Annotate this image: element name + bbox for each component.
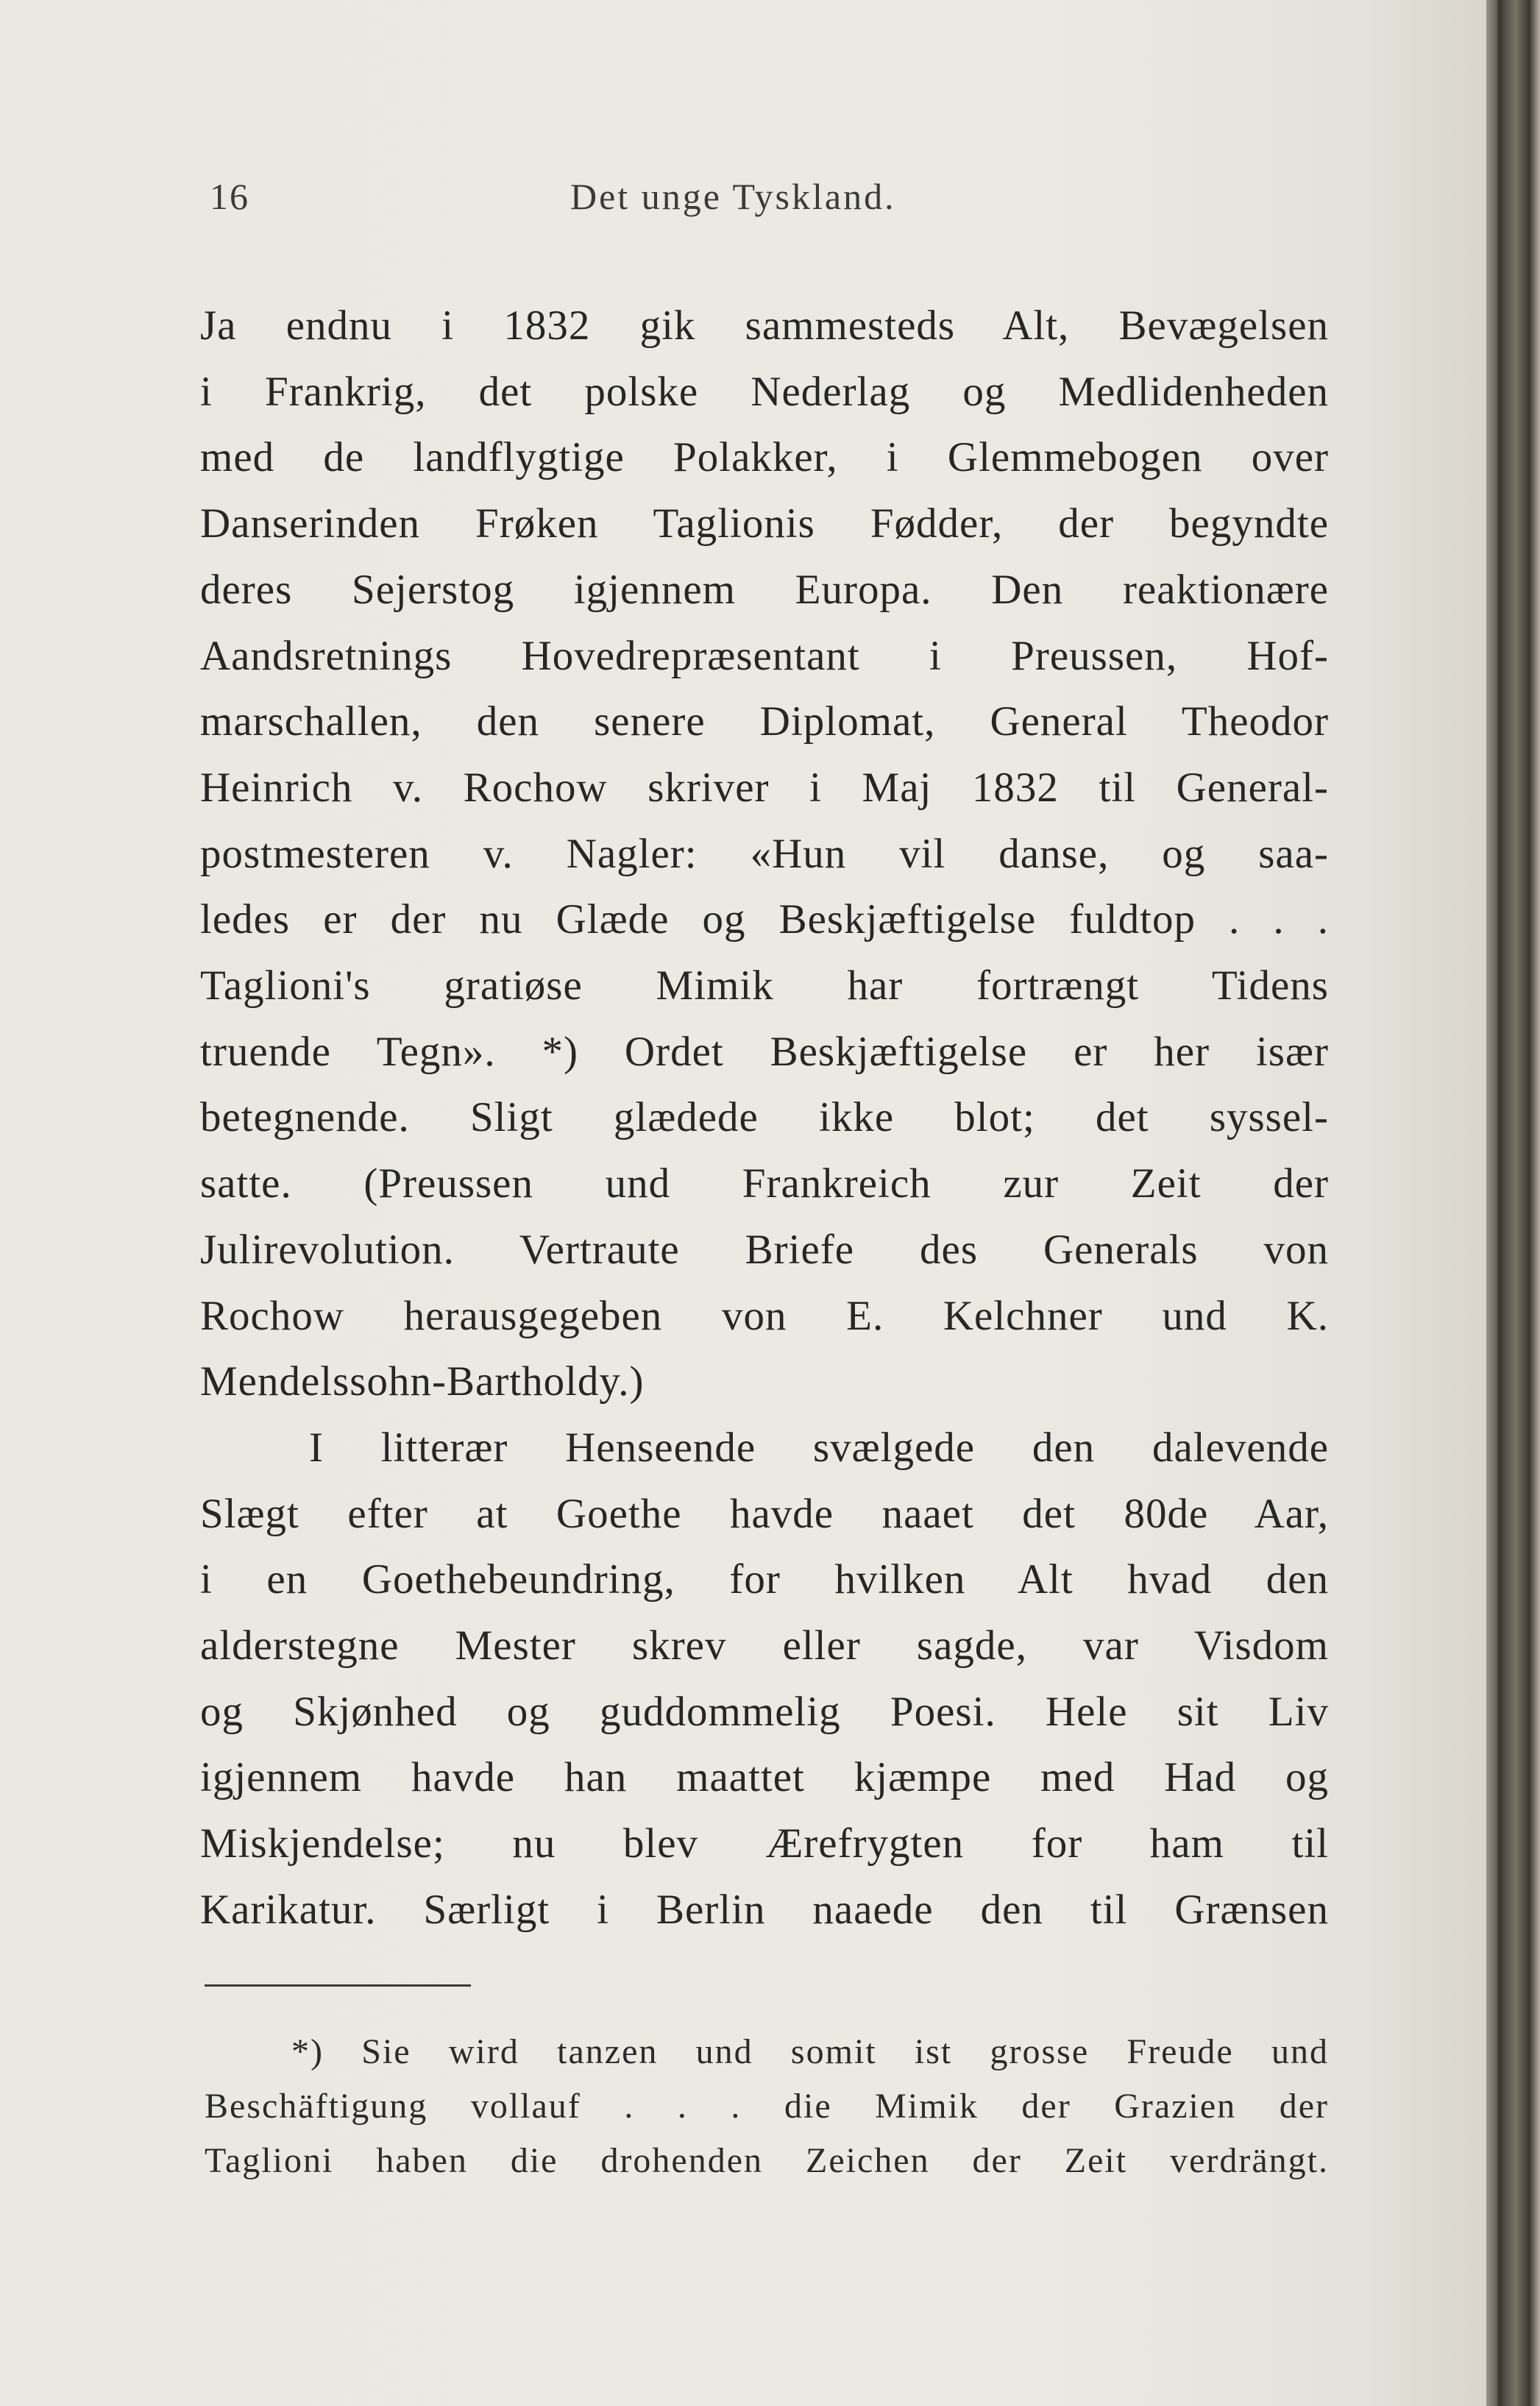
spine-shadow [1497, 0, 1502, 2406]
body-line: med de landflygtige Polakker, i Glemmebogen over [200, 434, 1329, 481]
body-line: deres Sejerstog igjennem Europa. Den reaktionære [200, 566, 1329, 613]
footnote-divider [205, 1984, 471, 1987]
body-line: Karikatur. Særligt i Berlin naaede den til Grænsen [200, 1886, 1329, 1933]
body-line: og Skjønhed og guddommelig Poesi. Hele sit Liv [200, 1688, 1329, 1735]
body-line: alderstegne Mester skrev eller sagde, var Visdom [200, 1622, 1329, 1669]
body-line: Ja endnu i 1832 gik sammesteds Alt, Bevægelsen [200, 302, 1329, 349]
footnote-line: *) Sie wird tanzen und somit ist grosse Freude und [291, 2032, 1329, 2071]
body-line: Julirevolution. Vertraute Briefe des Generals von [200, 1226, 1329, 1273]
body-line: igjennem havde han maattet kjæmpe med Had og [200, 1754, 1329, 1801]
footnote-line: Beschäftigung vollauf . . . die Mimik der Grazien der [205, 2087, 1329, 2126]
book-spine-edge [1486, 0, 1540, 2406]
body-line: betegnende. Sligt glædede ikke blot; det syssel- [200, 1094, 1329, 1141]
body-line: Miskjendelse; nu blev Ærefrygten for ham til [200, 1820, 1329, 1867]
body-text [200, 293, 1329, 1943]
page-number: 16 [210, 176, 249, 217]
footnote-line: Taglioni haben die drohenden Zeichen der Zeit verdrängt. [205, 2141, 1329, 2180]
body-line: i en Goethebeundring, for hvilken Alt hvad den [200, 1556, 1329, 1603]
body-line: truende Tegn». *) Ordet Beskjæftigelse er her især [200, 1028, 1329, 1075]
body-line: Mendelssohn-Bartholdy.) [200, 1358, 645, 1405]
footnote [205, 2025, 1329, 2188]
page-header [210, 175, 1328, 234]
body-line: Rochow herausgegeben von E. Kelchner und K. [200, 1292, 1329, 1339]
body-line: i Frankrig, det polske Nederlag og Medlidenheden [200, 368, 1329, 415]
body-line: Heinrich v. Rochow skriver i Maj 1832 til General- [200, 764, 1329, 811]
body-line: satte. (Preussen und Frankreich zur Zeit der [200, 1160, 1329, 1207]
body-line: ledes er der nu Glæde og Beskjæftigelse fuldtop . . . [200, 896, 1329, 943]
body-line: postmesteren v. Nagler: «Hun vil danse, og saa- [200, 830, 1329, 877]
body-line: Aandsretnings Hovedrepræsentant i Preussen, Hof- [200, 632, 1329, 679]
running-head: Det unge Tyskland. [570, 176, 896, 217]
body-line: Taglioni's gratiøse Mimik har fortrængt Tidens [200, 962, 1329, 1009]
body-line-paragraph-start: I litterær Henseende svælgede den dalevende [309, 1424, 1329, 1471]
body-line: marschallen, den senere Diplomat, General Theodor [200, 698, 1329, 745]
body-line: Slægt efter at Goethe havde naaet det 80de Aar, [200, 1490, 1329, 1537]
body-line: Danserinden Frøken Taglionis Fødder, der begyndte [200, 500, 1329, 547]
